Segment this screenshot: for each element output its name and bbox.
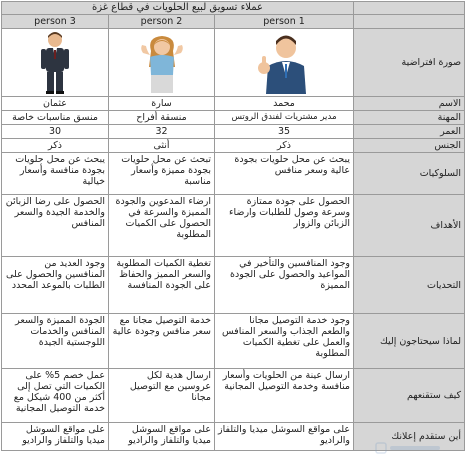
- persuade-person-2: ارسال هدية لكل عروسين مع التوصيل مجانا: [109, 369, 215, 423]
- ads-person-1: على مواقع السوشل ميديا والتلفاز والراديو: [215, 423, 354, 451]
- watermark-logo-icon: [374, 439, 444, 457]
- gender-person-1: ذكر: [215, 139, 354, 153]
- table-row: [2, 369, 465, 423]
- table-row: [2, 111, 465, 125]
- table-row: [2, 29, 465, 97]
- ads-person-3: على مواقع السوشل ميديا والتلفاز والراديو: [2, 423, 109, 451]
- job-person-1: مدير مشتريات لفندق الروتس: [215, 111, 354, 125]
- row-label-why-need: لماذا سيحتاجون إليك: [354, 314, 465, 369]
- gender-person-3: ذكر: [2, 139, 109, 153]
- goals-person-3: الحصول على رضا الزبائن والخدمة الجيدة والسعر المنافس: [2, 195, 109, 257]
- column-header-corner: [354, 15, 465, 29]
- row-label-age: العمر: [354, 125, 465, 139]
- row-label-behavior: السلوكيات: [354, 153, 465, 195]
- marketing-persona-sheet: [1, 1, 464, 467]
- job-person-2: منسقة أفراح: [109, 111, 215, 125]
- ads-person-2: على مواقع السوشل ميديا والتلفاز والراديو: [109, 423, 215, 451]
- behavior-person-2: تبحث عن محل حلويات بجودة مميزة وأسعار مناسبة: [109, 153, 215, 195]
- row-label-ads: أين ستقدم إعلانك: [354, 423, 465, 451]
- behavior-person-3: يبحث عن محل حلويات بجودة منافسة وأسعار خيالية: [2, 153, 109, 195]
- persuade-person-3: عمل خصم 5% على الكميات التي تصل إلى أكثر من 400 شيكل مع خدمة التوصيل المجانية: [2, 369, 109, 423]
- challenges-person-3: وجود العديد من المنافسين والحصول على الطلبات بالموعد المحدد: [2, 257, 109, 314]
- man-thumbs-up-icon: [252, 32, 316, 94]
- why-need-person-2: خدمة التوصيل مجانا مع سعر منافس وجودة عالية: [109, 314, 215, 369]
- row-label-goals: الأهداف: [354, 195, 465, 257]
- table-row: [2, 139, 465, 153]
- avatar-person-3: [2, 29, 109, 97]
- name-person-1: محمد: [215, 97, 354, 111]
- goals-person-2: ارضاء المدعوين والجودة المميزة والسرعة في الحصول على الكميات المطلوبة: [109, 195, 215, 257]
- header-row: [2, 15, 465, 29]
- age-person-2: 32: [109, 125, 215, 139]
- name-person-2: سارة: [109, 97, 215, 111]
- age-person-3: 30: [2, 125, 109, 139]
- row-label-challenges: التحديات: [354, 257, 465, 314]
- why-need-person-3: الجودة المميزة والسعر المنافس والخدمات اللوجستية الجيدة: [2, 314, 109, 369]
- column-header-person-1: person 1: [215, 15, 354, 29]
- behavior-person-1: يبحث عن محل حلويات بجودة عالية وسعر منافس: [215, 153, 354, 195]
- age-person-1: 35: [215, 125, 354, 139]
- column-header-person-2: person 2: [109, 15, 215, 29]
- persuade-person-1: ارسال عينة من الحلويات وأسعار منافسة وخدمة التوصيل المجانية: [215, 369, 354, 423]
- table-row: [2, 97, 465, 111]
- table-row: [2, 125, 465, 139]
- row-label-name: الاسم: [354, 97, 465, 111]
- why-need-person-1: وجود خدمة التوصيل مجانا والطعم الجذاب والسعر المنافس والعمل على تغطية الكميات المطلوبة: [215, 314, 354, 369]
- avatar-person-2: [109, 29, 215, 97]
- row-label-persuade: كيف ستقنعهم: [354, 369, 465, 423]
- challenges-person-2: تغطية الكميات المطلوبة والسعر المميز والحفاظ على الجودة المنافسة: [109, 257, 215, 314]
- row-label-job: المهنة: [354, 111, 465, 125]
- title-row: [2, 2, 465, 15]
- job-person-3: منسق مناسبات خاصة: [2, 111, 109, 125]
- sheet-title: عملاء تسويق لبيع الحلويات في قطاع غزة: [2, 2, 354, 15]
- goals-person-1: الحصول على جودة ممتازة وسرعة وصول للطلبات وارضاء الزبائن والزوار: [215, 195, 354, 257]
- table-row: [2, 314, 465, 369]
- persona-table: [1, 1, 465, 451]
- table-row: [2, 257, 465, 314]
- man-dark-suit-icon: [35, 31, 75, 95]
- avatar-person-1: [215, 29, 354, 97]
- woman-casual-icon: [137, 33, 187, 93]
- title-row-corner: [354, 2, 465, 15]
- name-person-3: عثمان: [2, 97, 109, 111]
- challenges-person-1: وجود المنافسين والتأخير في المواعيد والحصول على الجودة المميزة: [215, 257, 354, 314]
- table-row: [2, 195, 465, 257]
- table-row: [2, 153, 465, 195]
- column-header-person-3: person 3: [2, 15, 109, 29]
- row-label-avatar: صورة افتراضية: [354, 29, 465, 97]
- row-label-gender: الجنس: [354, 139, 465, 153]
- gender-person-2: أنثى: [109, 139, 215, 153]
